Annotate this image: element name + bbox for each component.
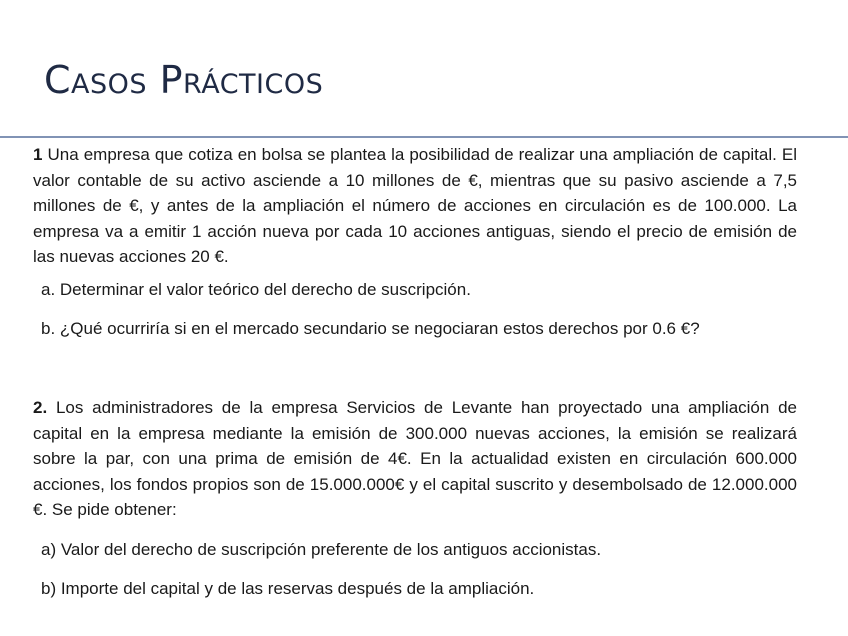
case-2-number: 2.	[33, 398, 48, 417]
case-1-question-b: b. ¿Qué ocurriría si en el mercado secundario se negociaran estos derechos por 0.6 €?	[41, 319, 700, 338]
case-2-question-a: a) Valor del derecho de suscripción preferente de los antiguos accionistas.	[41, 540, 602, 559]
case-2-statement	[33, 395, 797, 523]
case-1-question-a: a. Determinar el valor teórico del derecho de suscripción.	[41, 280, 471, 299]
slide-title: Casos Prácticos	[44, 58, 324, 102]
title-divider	[0, 136, 848, 138]
case-2-text: Los administradores de la empresa Servicios de Levante han proyectado una ampliación de capital en la empresa mediante la emisión de 300.000 nuevas acciones, la emisión se realizará sobre la par, con una prima de emisión de 4€. En la actualidad existen en circulación 600.000 acciones, los fondos propios son de 15.000.000€ y el capital suscrito y desembolsado de 12.000.000 €. Se pide obtener:	[33, 398, 797, 519]
case-1-statement	[33, 142, 797, 270]
case-1-text: Una empresa que cotiza en bolsa se plantea la posibilidad de realizar una ampliación de capital. El valor contable de su activo asciende a 10 millones de €, mientras que su pasivo asciende a 7,5 millones de €, y antes de la ampliación el número de acciones en circulación es de 100.000. La empresa va a emitir 1 acción nueva por cada 10 acciones antiguas, siendo el precio de emisión de las nuevas acciones 20 €.	[33, 145, 797, 266]
case-1-number: 1	[33, 145, 43, 164]
case-2-question-b: b) Importe del capital y de las reservas después de la ampliación.	[41, 579, 535, 598]
